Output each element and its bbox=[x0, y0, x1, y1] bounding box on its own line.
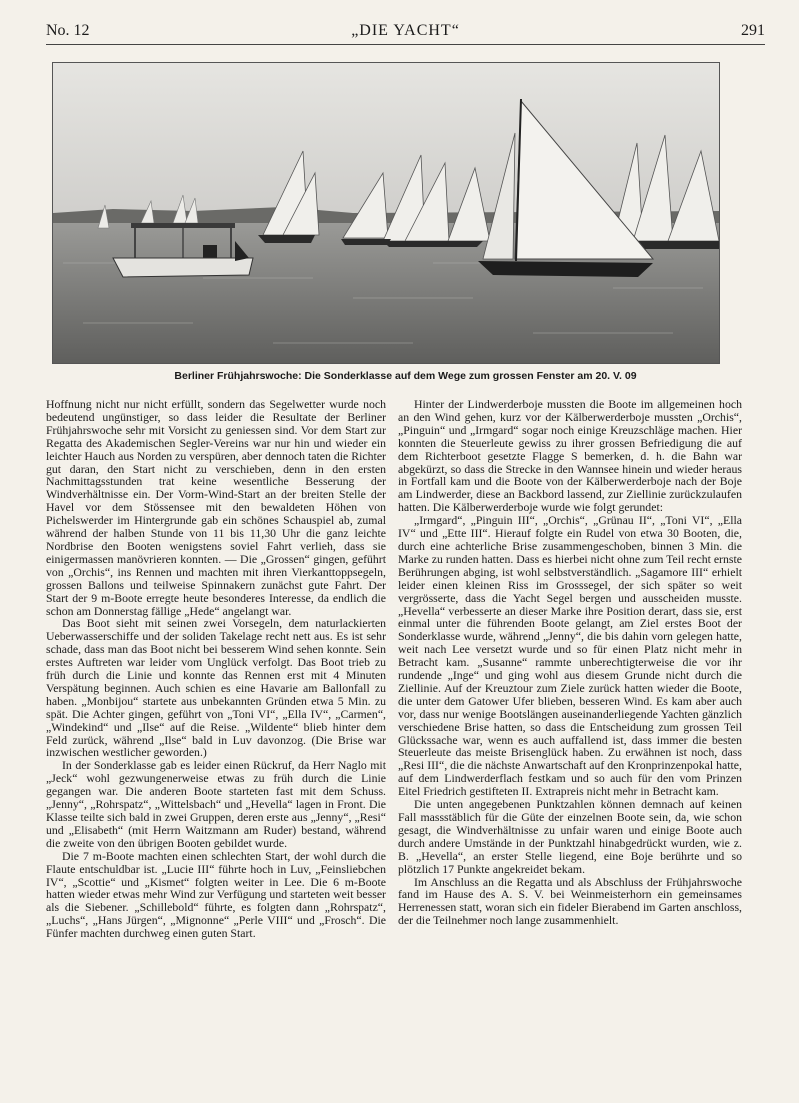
paragraph: „Irmgard“, „Pinguin III“, „Orchis“, „Grünau II“, „Toni VI“, „Ella IV“ und „Ette III“. Hierauf folgte ein Rudel von etwa 30 Booten, die, durch eine achterliche Brise zusammengeschoben, binnen 3 Min. die Marke zu runden hatten. Dass es hierbei nicht ohne zum Teil recht ernste Berührungen abging, ist wohl selbstverständlich. „Sagamore III“ erhielt leider einen kleinen Riss im Grosssegel, der sich später so weit vergrösserte, dass die Yacht Segel bergen und ausscheiden musste. „Hevella“ verbesserte an dieser Marke ihre Position derart, dass sie, erst einmal unter die führenden Boote gelangt, am Ziel erstes Boot der Sonderklasse wurde, während „Jenny“, die bis dahin vorn gelegen hatte, weit nach Lee versetzt wurde und so für einen Platz nicht mehr in Betracht kam. „Susanne“ rammte unberechtigterweise die vor ihr rundende „Inge“ und ging wohl aus diesem Grunde nicht durch die Ziellinie. Auf der Kreuztour zum Ziele zurück hatten wieder die Boote, die unter dem Gatower Ufer blieben, besseren Wind. Es kam aber auch vor, dass nur wenige Bootslängen auseinanderliegende Yachten gänzlich verschiedene Brise hatten, so dass die Entscheidung zum grossen Teil Glückssache war, wenn es auch auffallend ist, dass immer die besten Steuerleute das meiste Brisenglück haben. Zu erwähnen ist noch, dass „Resi III“, die die nächste Anwartschaft auf den Kronprinzenpokal hatte, auf dem Lindwerderflach festkam und so auch für den vom Prinzen Eitel Friedrich gestifteten II. Extrapreis nicht mehr in Betracht kam. bbox=[398, 513, 742, 799]
issue-number: No. 12 bbox=[46, 22, 90, 39]
page-header bbox=[46, 20, 765, 45]
paragraph: Im Anschluss an die Regatta und als Abschluss der Frühjahrswoche fand im Hause des A. S. V. bei Weinmeisterhorn ein gemeinsames Herrenessen statt, woran sich ein fideler Bierabend im Garten anschloss, der die Teilnehmer noch lange zusammenhielt. bbox=[398, 874, 742, 928]
paragraph: Die 7 m-Boote machten einen schlechten Start, der wohl durch die Flaute entschuldbar ist. „Lucie III“ führte hoch in Luv, „Feinsliebchen IV“, „Scottie“ und „Kismet“ folgten weiter in Lee. Die 6 m-Boote hatten wieder etwas mehr Wind zur Verfügung und starteten weit besser als die Siebener. „Schillebold“ führte, es folgten dann „Rohrspatz“, „Luchs“, „Hans Jürgen“, „Mignonne“ „Perle VIII“ und „Frosch“. Die Fünfer machten durchweg einen guten Start. bbox=[46, 848, 386, 941]
regatta-photo bbox=[52, 62, 720, 364]
right-column bbox=[398, 398, 742, 927]
paragraph: In der Sonderklasse gab es leider einen Rückruf, da Herr Naglo mit „Jeck“ wohl gezwungenerweise etwas zu früh durch die Linie gegangen war. Die anderen Boote starteten fast mit dem Schuss. „Jenny“, „Rohrspatz“, „Wittelsbach“ und „Hevella“ lagen in Front. Die Klasse teilte sich bald in zwei Gruppen, deren erste aus „Jenny“, „Resi“ und „Elisabeth“ (mit Herrn Waitzmann am Ruder) bestand, während die zweite von den übrigen Booten gebildet wurde. bbox=[46, 758, 386, 850]
sailboats-illustration bbox=[53, 63, 719, 363]
paragraph: Hoffnung nicht nur nicht erfüllt, sondern das Segelwetter wurde noch bedeutend ungünstiger, so dass leider die Resultate der Berliner Frühjahrswoche sehr mit Vorsicht zu geniessen sind. Vor dem Start zur Regatta des Akademischen Segler-Vereins war nur hin und wieder ein leichter Hauch aus Norden zu verspüren, aber dennoch taten die Richter gut daran, den Start nicht zu verschieben, denn in den ersten Nachmittagsstunden trat keine wesentliche Besserung der Windverhältnisse ein. Der Vorm-Wind-Start an der breiten Stelle der Havel vor dem Stössensee mit den bewaldeten Höhen von Pichelswerder im Hintergrunde gab ein schönes Schauspiel ab, zumal während der halben Stunde von 11 bis 11,30 Uhr die ganz leichte Nordbrise den Booten wenigstens soviel Fahrt verlieh, dass sie einigermassen manövrieren konnten. — Die „Grossen“ gingen, geführt von „Orchis“, ins Rennen und machten mit ihren Vierkanttoppsegeln, grossen Ballons und teilweise Spinnakern zunächst gute Fahrt. Der Start der 9 m-Boote erregte heute besonderes Interesse, da endlich die schon am Donnerstag fällige „Hede“ angelangt war. bbox=[46, 397, 386, 618]
paragraph: Hinter der Lindwerderboje mussten die Boote im allgemeinen hoch an den Wind gehen, kurz vor der Kälberwerderboje mussten „Orchis“, „Pinguin“ und „Irmgard“ sogar noch einige Kreuzschläge machen. Hier konnten die Steuerleute gewiss zu ihrer grossen Befriedigung die auf dem Richterboot gesetzte Flagge S bemerken, d. h. die Bahn war abgekürzt, so dass die Strecke in den Wannsee hinein und wieder heraus in Fortfall kam und die Boote von der Kälberwerderboje nach der Boje am Lindwerder, diese an Backbord lassend, zur Ziellinie zurückzulaufen hatten. Die Kälberwerderboje wurde wie folgt gerundet: bbox=[398, 397, 742, 515]
journal-title: „DIE YACHT“ bbox=[351, 22, 460, 39]
page-number: 291 bbox=[741, 22, 765, 39]
paragraph: Das Boot sieht mit seinen zwei Vorsegeln, dem naturlackierten Ueberwasserschiffe und der soliden Takelage recht nett aus. Es ist sehr schade, dass man das Boot nicht bei besserem Wind sehen konnte. Sein erstes Auftreten war leider vom Unglück verfolgt. Das Boot trieb zu früh durch die Linie und konnte das Rennen erst mit 4 Minuten Verspätung beginnen. Auch schien es eine Havarie am Ballonfall zu haben. „Monbijou“ startete aus unbekannten Gründen etwa 5 Min. zu spät. Die Achter gingen, geführt von „Toni VI“, „Ella IV“, „Carmen“, „Windekind“ und „Ilse“ auf die Reise. „Wildente“ blieb hinter dem Feld zurück, während „Ilse“ bald in Luv davonzog. (Die Brise war inzwischen westlicher geworden.) bbox=[46, 616, 386, 760]
left-column bbox=[46, 398, 386, 940]
paragraph: Die unten angegebenen Punktzahlen können demnach auf keinen Fall massstäblich für die Güte der einzelnen Boote sein, da, wie schon gesagt, die Windverhältnisse zu unfair waren und einige Boote auch durch andere Umstände in der Punktzahl hinabgedrückt wurden, wie z. B. „Hevella“, an erster Stelle liegend, eine Boje berührte und so plötzlich 17 Punkte angekreidet bekam. bbox=[398, 797, 742, 876]
figure-caption: Berliner Frühjahrswoche: Die Sonderklasse auf dem Wege zum grossen Fenster am 20. V. 09 bbox=[174, 370, 637, 382]
